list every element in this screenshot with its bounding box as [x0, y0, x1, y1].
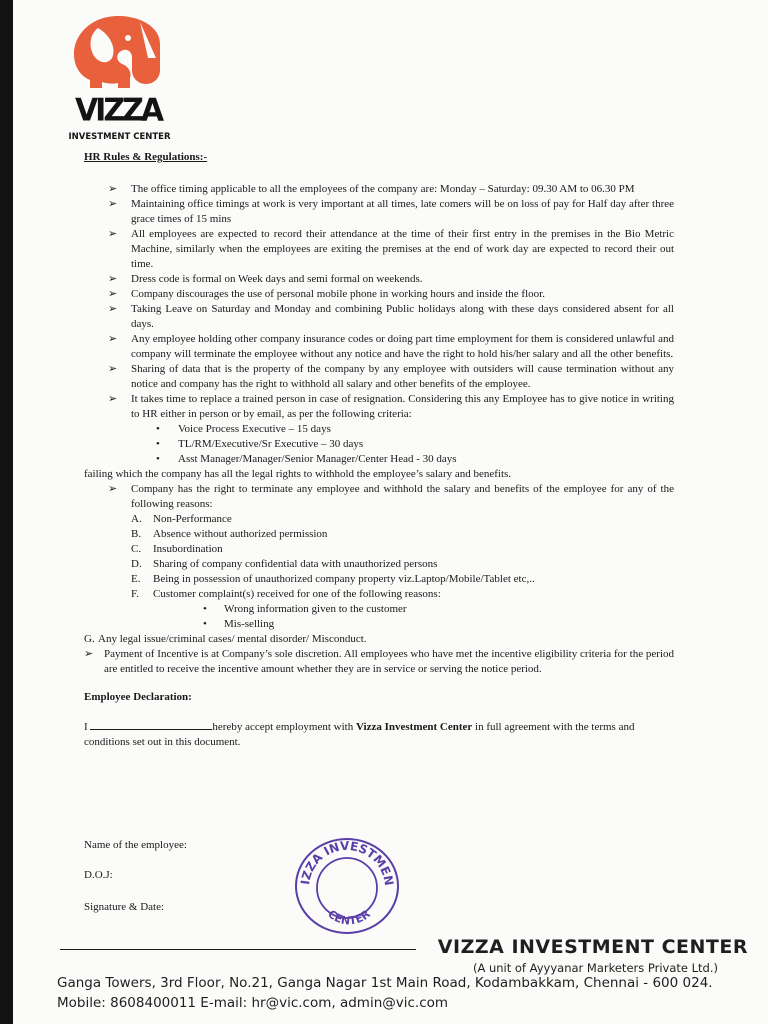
list-item: • Voice Process Executive – 15 days	[156, 423, 331, 435]
footer-unit: (A unit of Ayyyanar Marketers Private Ltd.)	[472, 961, 718, 975]
list-item: ➢ Any employee holding other company insurance codes or doing part time employment for them is considered unlawful and company will terminate the employee without any notice and have the right to hold his/her salary and all the other benefits.	[108, 333, 674, 360]
arrow-bullet-icon: ➢	[108, 198, 118, 210]
arrow-bullet-icon: ➢	[108, 363, 118, 375]
failing-clause: failing which the company has all the legal rights to withhold the employee’s salary and benefits.	[84, 468, 512, 480]
list-item: ➢ Sharing of data that is the property of the company by any employee with outsiders will cause termination without any notice and company has the right to withhold all salary and other benefits of the employee.	[108, 363, 674, 390]
list-item: • Wrong information given to the customer	[203, 603, 407, 615]
notice-period-list	[84, 422, 674, 467]
footer-divider	[60, 949, 416, 950]
arrow-bullet-icon: ➢	[108, 483, 118, 495]
list-item: F. Customer complaint(s) received for one of the following reasons:	[131, 588, 441, 600]
svg-text:CENTER	[325, 907, 373, 928]
logo-subtitle: INVESTMENT CENTER	[68, 132, 171, 142]
list-item: ➢ Dress code is formal on Week days and semi formal on weekends.	[108, 273, 423, 285]
dot-bullet-icon: •	[203, 603, 207, 615]
elephant-icon	[68, 14, 168, 94]
reasons-list	[84, 512, 674, 602]
arrow-bullet-icon: ➢	[108, 288, 118, 300]
vizza-logo	[62, 14, 177, 142]
incentive-clause: ➢ Payment of Incentive is at Company’s sole discretion. All employees who have met the incentive eligibility criteria for the period are entitled to receive the incentive amount whether they are in service or serving the notice period.	[84, 648, 674, 675]
footer-company-name: VIZZA INVESTMENT CENTER	[437, 936, 748, 958]
footer-contact: Mobile: 8608400011 E-mail: hr@vic.com, admin@vic.com	[57, 995, 449, 1011]
list-item: • TL/RM/Executive/Sr Executive – 30 days	[156, 438, 364, 450]
list-item: ➢ It takes time to replace a trained person in case of resignation. Considering this any Employee has to give notice in writing to HR either in person or by email, as per the following criteria:	[108, 393, 674, 420]
footer-address: Ganga Towers, 3rd Floor, No.21, Ganga Nagar 1st Main Road, Kodambakkam, Chennai - 600 024.	[57, 975, 713, 991]
signature-date-label: Signature & Date:	[84, 901, 165, 913]
arrow-bullet-icon: ➢	[108, 333, 118, 345]
arrow-bullet-icon: ➢	[108, 393, 118, 405]
list-item: ➢ Company discourages the use of personal mobile phone in working hours and inside the floor.	[108, 288, 545, 300]
list-item: ➢ The office timing applicable to all the employees of the company are: Monday – Saturday: 09.30 AM to 06.30 PM	[108, 183, 635, 195]
declaration-text: I hereby accept employment with Vizza Investment Center in full agreement with the terms and conditions set out in this document.	[84, 721, 635, 748]
list-item: ➢ Taking Leave on Saturday and Monday and combining Public holidays along with these days considered absent for all days.	[108, 303, 674, 330]
list-item: C. Insubordination	[131, 543, 223, 555]
employee-name-label: Name of the employee:	[84, 839, 187, 851]
logo-wordmark: VIZZA	[74, 92, 162, 129]
dot-bullet-icon: •	[203, 618, 207, 630]
arrow-bullet-icon: ➢	[84, 648, 94, 660]
list-item: D. Sharing of company confidential data with unauthorized persons	[131, 558, 438, 570]
page-title: HR Rules & Regulations:-	[84, 151, 208, 163]
list-item: • Mis-selling	[203, 618, 275, 630]
declaration-title: Employee Declaration:	[84, 691, 192, 703]
name-blank-line	[90, 719, 212, 730]
dot-bullet-icon: •	[156, 438, 160, 450]
dot-bullet-icon: •	[156, 423, 160, 435]
arrow-bullet-icon: ➢	[108, 303, 118, 315]
termination-intro: ➢ Company has the right to terminate any employee and withhold the salary and benefits of the employee for any of the following reasons:	[108, 483, 674, 510]
list-item: ➢ All employees are expected to record their attendance at the time of their first entry in the premises in the Bio Metric Machine, similarly when the employees are exiting the premises at the end of work day are expected to record their out time.	[108, 228, 674, 270]
svg-text:VIZZA INVESTMENT	[292, 836, 396, 887]
complaint-reasons-list	[84, 602, 674, 632]
list-item: E. Being in possession of unauthorized company property viz.Laptop/Mobile/Tablet etc,..	[131, 573, 535, 585]
list-item: B. Absence without authorized permission	[131, 528, 328, 540]
reason-g: G. Any legal issue/criminal cases/ mental disorder/ Misconduct.	[84, 633, 367, 645]
stamp-bottom-text: CENTER	[325, 907, 373, 928]
company-stamp	[292, 836, 402, 936]
document-body	[84, 150, 674, 750]
list-item: ➢ Maintaining office timings at work is very important at all times, late comers will be on loss of pay for Half day after three grace times of 15 mins	[108, 198, 674, 225]
page-edge-shadow	[0, 0, 13, 1024]
arrow-bullet-icon: ➢	[108, 228, 118, 240]
rules-list	[84, 182, 674, 422]
list-item: • Asst Manager/Manager/Senior Manager/Center Head - 30 days	[156, 453, 457, 465]
arrow-bullet-icon: ➢	[108, 183, 118, 195]
arrow-bullet-icon: ➢	[108, 273, 118, 285]
dot-bullet-icon: •	[156, 453, 160, 465]
stamp-top-text: IZZA INVESTMEN	[298, 838, 397, 887]
list-item: A. Non-Performance	[131, 513, 232, 525]
doj-label: D.O.J:	[84, 869, 113, 881]
